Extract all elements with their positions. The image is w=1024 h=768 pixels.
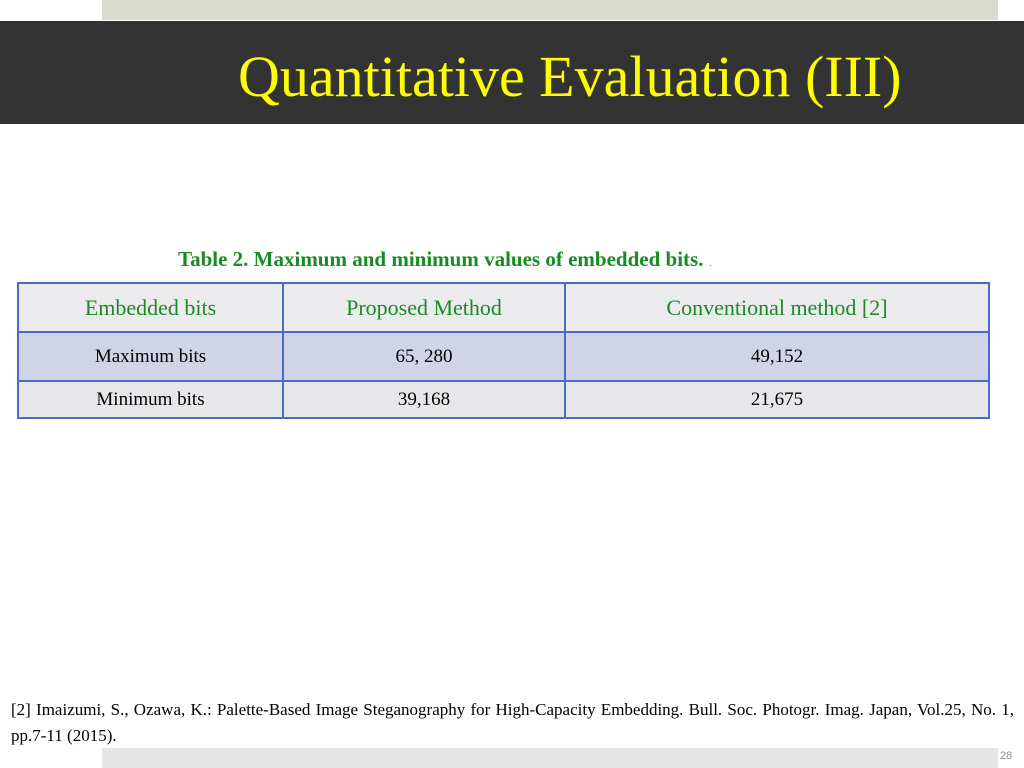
page-number: 28 xyxy=(1000,750,1013,762)
reference-footnote: [2] Imaizumi, S., Ozawa, K.: Palette-Based Image Steganography for High-Capacity Embedding. Bull. Soc. Photogr. Imag. Japan, Vol.25, No. 1, pp.7-11 (2015). xyxy=(11,700,1014,745)
table-row-maximum xyxy=(18,332,989,381)
table-caption-mark: . xyxy=(709,259,712,268)
cell-proposed-value: 65, 280 xyxy=(283,332,565,381)
header-proposed-method: Proposed Method xyxy=(283,283,565,332)
table-caption-text: Table 2. Maximum and minimum values of embedded bits. xyxy=(178,247,704,271)
table-caption xyxy=(178,245,711,278)
slide-title: Quantitative Evaluation (III) xyxy=(238,44,902,109)
header-conventional-method: Conventional method [2] xyxy=(565,283,989,332)
cell-conventional-value: 21,675 xyxy=(565,381,989,418)
header-embedded-bits: Embedded bits xyxy=(18,283,283,332)
top-decorative-strip xyxy=(102,0,998,20)
embedded-bits-table xyxy=(17,282,990,419)
bottom-decorative-strip xyxy=(102,748,998,768)
table-header-row xyxy=(18,283,989,332)
cell-row-label: Minimum bits xyxy=(18,381,283,418)
cell-row-label: Maximum bits xyxy=(18,332,283,381)
cell-proposed-value: 39,168 xyxy=(283,381,565,418)
cell-conventional-value: 49,152 xyxy=(565,332,989,381)
table-row-minimum xyxy=(18,381,989,418)
